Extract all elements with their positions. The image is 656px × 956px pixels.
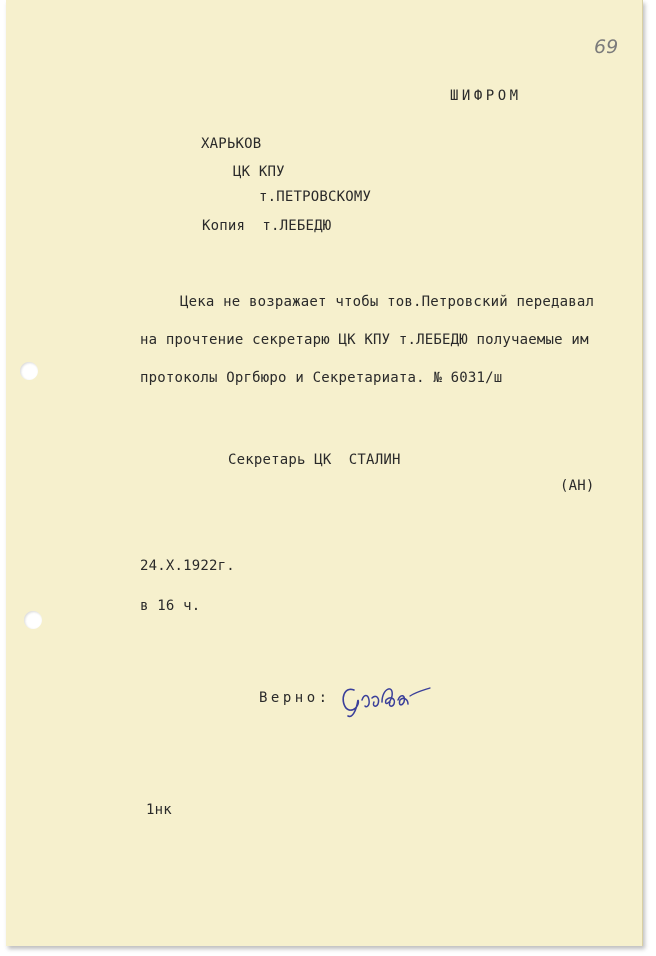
- punch-hole-bottom: [24, 611, 42, 629]
- body-line-1: Цека не возражает чтобы тов.Петровский передавал: [180, 294, 595, 310]
- address-copy: Копия т.ЛЕБЕДЮ: [202, 218, 332, 234]
- document-page: [6, 0, 643, 946]
- signature-line: Секретарь ЦК СТАЛИН: [228, 452, 401, 468]
- document-time: в 16 ч.: [140, 598, 201, 614]
- verification-label: Верно:: [259, 690, 331, 706]
- body-line-3: протоколы Оргбюро и Секретариата. № 6031/ш: [140, 370, 503, 386]
- address-city: ХАРЬКОВ: [201, 136, 262, 152]
- footer-code: 1нк: [146, 802, 172, 818]
- punch-hole-top: [20, 362, 38, 380]
- address-org: ЦК КПУ: [233, 164, 285, 180]
- body-line-2: на прочтение секретарю ЦК КПУ т.ЛЕБЕДЮ получаемые им: [140, 332, 589, 348]
- page-number: 69: [594, 36, 619, 58]
- address-recipient: т.ПЕТРОВСКОМУ: [259, 189, 372, 205]
- classification-stamp: ШИФРОМ: [450, 88, 522, 104]
- signature-initials: (АН): [560, 478, 595, 494]
- document-date: 24.X.1922г.: [140, 558, 235, 574]
- handwritten-signature: [338, 676, 448, 720]
